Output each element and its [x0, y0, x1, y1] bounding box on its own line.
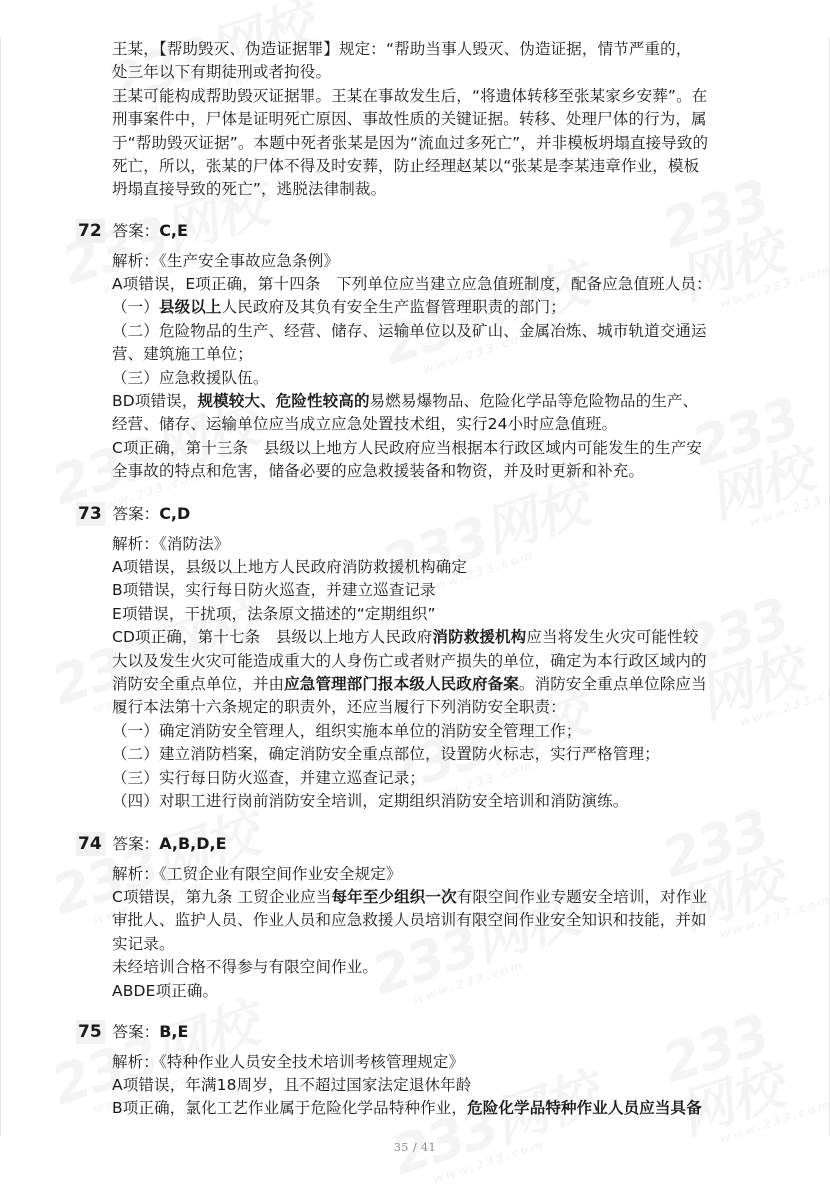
- text-line: [112, 85, 707, 108]
- text-line: [112, 626, 698, 649]
- text-segment: （一）确定消防安全管理人，组织实施本单位的消防安全管理工作；: [112, 721, 582, 740]
- text-line: [112, 320, 707, 343]
- question-header: [76, 832, 227, 856]
- text-line: [112, 673, 707, 696]
- question-header: [76, 219, 188, 243]
- text-segment: C项正确，第十三条 县级以上地方人民政府应当根据本行政区域内可能发生的生产安: [112, 438, 703, 457]
- text-segment: 全事故的特点和危害，储备必要的应急救援装备和物资，并及时更新和补充。: [112, 462, 645, 481]
- text-segment: 。消防安全重点单位除应当: [518, 674, 707, 693]
- text-line: [112, 1074, 471, 1097]
- answer-label: 答案：: [112, 1023, 160, 1041]
- text-segment: 经营、储存、运输单位应当成立应急处置技术组，实行24小时应急值班。: [112, 415, 618, 434]
- question-header: [76, 502, 190, 526]
- watermark: [656, 992, 830, 1155]
- text-segment: ABDE项正确。: [112, 981, 219, 1000]
- question-number: 74: [76, 832, 105, 856]
- answer-value: A,B,D,E: [159, 834, 227, 853]
- text-segment: （二）危险物品的生产、经营、储存、运输单位以及矿山、金属冶炼、城市轨道交通运: [112, 321, 707, 340]
- text-segment: 审批人、监护人员、作业人员和应急救援人员培训有限空间作业安全知识和技能，并如: [112, 911, 707, 930]
- text-segment: 大以及发生火灾可能造成重大的人身伤亡或者财产损失的单位，确定为本行政区域内的: [112, 651, 707, 670]
- text-line: [112, 533, 229, 556]
- text-segment: C项错误，第九条 工贸企业应当: [112, 887, 332, 906]
- answer-value: B,E: [159, 1022, 189, 1041]
- text-segment: 解析：《消防法》: [112, 534, 230, 553]
- text-line: [112, 956, 378, 979]
- text-line: [112, 767, 425, 790]
- text-segment: 履行本法第十六条规定的职责外，还应当履行下列消防安全职责：: [112, 698, 566, 717]
- text-line: [112, 367, 269, 390]
- text-segment: B项错误，实行每日防火巡查，并建立巡查记录: [112, 581, 436, 600]
- text-line: [112, 933, 175, 956]
- bold-text: 危险化学品特种作业人员应当具备: [467, 1099, 702, 1118]
- text-line: [112, 343, 253, 366]
- answer-label: 答案：: [112, 222, 160, 240]
- bold-text: 每年至少组织一次: [331, 887, 457, 906]
- bold-text: 规模较大、危险性较高的: [197, 391, 370, 410]
- text-line: [112, 909, 707, 932]
- text-segment: 有限空间作业专题安全培训，对作业: [456, 887, 708, 906]
- bold-text: 消防救援机构: [432, 628, 527, 647]
- text-segment: 解析：《特种作业人员安全技术培训考核管理规定》: [112, 1052, 465, 1071]
- answer-label: 答案：: [112, 835, 160, 853]
- text-line: [112, 696, 566, 719]
- text-line: [112, 650, 707, 673]
- text-line: [112, 556, 467, 579]
- text-segment: 消防安全重点单位，并由: [112, 674, 285, 693]
- text-segment: BD项错误，: [112, 391, 198, 410]
- text-line: [112, 250, 339, 273]
- text-segment: 处三年以下有期徒刑或者拘役。: [112, 63, 332, 82]
- text-line: [112, 720, 582, 743]
- text-segment: A项错误，年满18周岁，且不超过国家法定退休年龄: [112, 1075, 472, 1094]
- answer-value: C,D: [159, 504, 191, 523]
- text-line: [112, 980, 218, 1003]
- text-line: [112, 390, 698, 413]
- text-segment: 坍塌直接导致的死亡”，逃脱法律制裁。: [112, 180, 387, 199]
- text-segment: 王某，【帮助毁灭、伪造证据罪】规定：“帮助当事人毁灭、伪造证据，情节严重的，: [112, 40, 692, 58]
- text-segment: 于“帮助毁灭证据”。本题中死者张某是因为“流血过多死亡”，并非模板坍塌直接导致的: [112, 133, 709, 152]
- text-line: [112, 437, 702, 460]
- text-segment: 应当将发生火灾可能性较: [526, 628, 699, 647]
- text-line: [112, 790, 628, 813]
- text-line: [112, 603, 436, 626]
- watermark: [686, 378, 830, 537]
- text-line: [112, 38, 691, 61]
- text-segment: （二）建立消防档案，确定消防安全重点部位，设置防火标志，实行严格管理；: [112, 745, 660, 764]
- answer-value: C,E: [159, 221, 188, 240]
- text-line: [112, 743, 660, 766]
- text-segment: CD项正确，第十七条 县级以上地方人民政府: [112, 628, 433, 647]
- text-segment: E项错误，干扰项，法条原文描述的“定期组织”: [112, 604, 436, 623]
- text-line: [112, 1097, 702, 1120]
- text-line: [112, 108, 707, 131]
- text-segment: 营、建筑施工单位；: [112, 345, 253, 364]
- text-line: [112, 863, 402, 886]
- text-line: [112, 155, 699, 178]
- text-line: [112, 579, 436, 602]
- text-segment: A项错误，E项正确，第十四条 下列单位应当建立应急值班制度，配备应急值班人员：: [112, 274, 712, 293]
- text-segment: （一）: [112, 298, 159, 317]
- text-segment: A项错误，县级以上地方人民政府消防救援机构确定: [112, 557, 468, 576]
- text-line: [112, 413, 617, 436]
- text-segment: （三）应急救援队伍。: [112, 368, 269, 387]
- text-line: [112, 1051, 464, 1074]
- text-line: [112, 886, 707, 909]
- text-segment: 人民政府及其负有安全生产监督管理职责的部门；: [221, 298, 566, 317]
- text-segment: 刑事案件中，尸体是证明死亡原因、事故性质的关键证据。转移、处理尸体的行为，属: [112, 110, 707, 129]
- page-indicator: 35 / 41: [393, 1141, 437, 1154]
- question-number: 75: [76, 1020, 105, 1044]
- text-line: [112, 132, 708, 155]
- text-segment: （四）对职工进行岗前消防安全培训，定期组织消防安全培训和消防演练。: [112, 791, 629, 810]
- text-line: [112, 460, 644, 483]
- question-number: 73: [76, 502, 105, 526]
- text-line: [112, 296, 566, 319]
- question-header: [76, 1020, 188, 1044]
- text-line: [112, 273, 712, 296]
- text-line: [112, 178, 386, 201]
- question-number: 72: [76, 219, 105, 243]
- text-segment: （三）实行每日防火巡查，并建立巡查记录；: [112, 768, 426, 787]
- text-segment: 解析：《生产安全事故应急条例》: [112, 251, 340, 270]
- bold-text: 县级以上: [158, 298, 222, 317]
- text-line: [112, 61, 331, 84]
- text-segment: 解析：《工贸企业有限空间作业安全规定》: [112, 864, 402, 883]
- text-segment: 王某可能构成帮助毁灭证据罪。王某在事故发生后，“将遗体转移至张某家乡安葬”。在: [112, 86, 708, 105]
- answer-label: 答案：: [112, 505, 160, 523]
- text-segment: 死亡，所以，张某的尸体不得及时安葬，防止经理赵某以“张某是李某违章作业，模板: [112, 157, 700, 175]
- text-segment: 未经培训合格不得参与有限空间作业。: [112, 958, 379, 977]
- text-segment: B项正确，氯化工艺作业属于危险化学品特种作业，: [112, 1099, 468, 1118]
- bold-text: 应急管理部门报本级人民政府备案: [284, 674, 519, 693]
- text-segment: 实记录。: [112, 934, 175, 953]
- text-segment: 易燃易爆物品、危险化学品等危险物品的生产、: [369, 391, 699, 410]
